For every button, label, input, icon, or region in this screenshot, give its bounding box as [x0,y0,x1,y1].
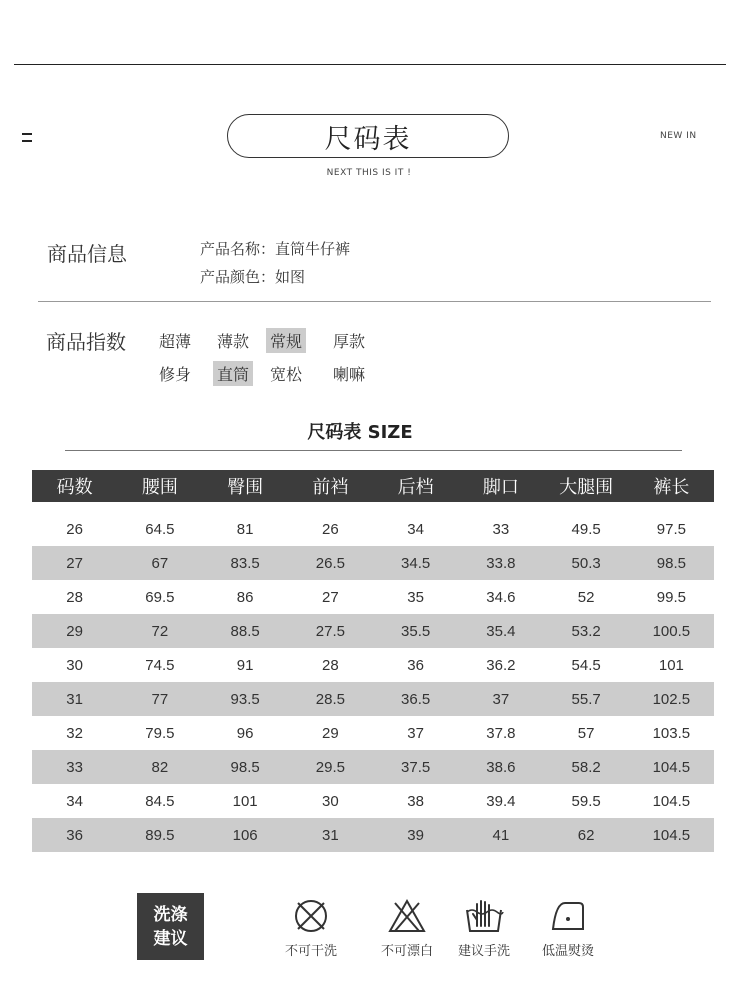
table-cell: 54.5 [571,656,601,674]
care-label-hand-wash: 建议手洗 [457,944,510,959]
fit-option: 宽松 [270,365,303,384]
table-cell: 101 [658,656,684,674]
table-row [32,614,714,648]
column-header: 后档 [373,470,458,502]
table-cell: 58.2 [544,750,629,784]
care-label-low-iron: 低温熨烫 [541,944,594,959]
column-header: 码数 [32,470,117,502]
size-table-title: 尺码表 SIZE [307,422,413,443]
table-cell: 41 [458,818,543,852]
table-cell: 62 [544,818,629,852]
low-iron-icon [548,898,588,934]
table-row [32,512,714,546]
table-cell: 98.5 [203,750,288,784]
table-cell: 104.5 [629,750,714,784]
section-divider [38,301,711,302]
top-divider [14,64,726,65]
table-cell: 28 [322,656,339,674]
product-info-label: 商品信息 [47,242,127,266]
wash-advice-badge [137,893,204,960]
table-row [32,546,714,580]
no-bleach-icon [387,898,427,934]
table-cell: 97.5 [656,520,686,538]
table-cell: 37 [407,724,424,742]
size-table [32,470,714,852]
table-cell: 38.6 [458,750,543,784]
column-header: 腰围 [117,470,202,502]
table-cell: 33.8 [458,546,543,580]
table-cell: 101 [232,792,258,810]
table-cell: 81 [236,520,254,538]
table-cell: 31 [288,818,373,852]
table-cell: 91 [236,656,254,674]
wash-advice-line2: 建议 [153,928,188,949]
table-cell: 36.2 [486,656,516,674]
table-cell: 39.4 [486,792,516,810]
fit-option: 喇嘛 [333,365,366,384]
table-cell: 59.5 [571,792,601,810]
table-cell: 104.5 [652,792,691,810]
table-cell: 29.5 [288,750,373,784]
table-cell: 74.5 [145,656,175,674]
table-cell: 88.5 [203,614,288,648]
size-title-divider [65,450,682,451]
page-title-text: 尺码表 [324,123,412,155]
table-cell: 35.4 [458,614,543,648]
care-label-no-dry-clean: 不可干洗 [284,944,337,959]
table-cell: 103.5 [652,724,691,742]
product-index-label: 商品指数 [46,330,126,354]
thickness-option: 厚款 [333,332,366,351]
table-cell: 77 [117,682,202,716]
table-cell: 33 [492,520,510,538]
table-cell: 50.3 [544,546,629,580]
table-cell: 34.5 [373,546,458,580]
size-table-header [32,470,714,502]
table-cell: 79.5 [145,724,175,742]
table-cell: 37.5 [373,750,458,784]
table-cell: 49.5 [571,520,601,538]
table-cell: 26 [322,520,339,538]
table-cell: 100.5 [629,614,714,648]
table-cell: 35.5 [373,614,458,648]
table-cell: 67 [117,546,202,580]
table-cell: 29 [322,724,339,742]
table-cell: 93.5 [203,682,288,716]
column-header: 大腿围 [544,470,629,502]
table-cell: 99.5 [656,588,686,606]
table-cell: 28.5 [288,682,373,716]
column-header: 脚口 [458,470,543,502]
table-cell: 72 [117,614,202,648]
table-row [32,784,714,818]
table-cell: 36 [407,656,424,674]
table-row [32,750,714,784]
table-cell: 34.6 [486,588,516,606]
thickness-option: 常规 [266,328,306,353]
care-label-no-bleach: 不可漂白 [380,944,433,959]
new-in-link[interactable]: NEW IN [660,131,697,141]
table-cell: 36 [32,818,117,852]
thickness-option: 超薄 [159,332,192,351]
table-cell: 28 [66,588,83,606]
table-cell: 30 [66,656,83,674]
table-cell: 83.5 [203,546,288,580]
table-cell: 82 [117,750,202,784]
table-cell: 69.5 [145,588,175,606]
table-cell: 27 [32,546,117,580]
table-cell: 106 [203,818,288,852]
table-cell: 36.5 [373,682,458,716]
table-cell: 55.7 [544,682,629,716]
product-color: 产品颜色：如图 [200,268,306,286]
table-cell: 53.2 [544,614,629,648]
table-row [32,682,714,716]
table-cell: 27 [322,588,339,606]
table-cell: 104.5 [629,818,714,852]
table-cell: 26 [66,520,83,538]
product-name: 产品名称：直筒牛仔裤 [200,240,351,258]
table-cell: 98.5 [629,546,714,580]
no-dry-clean-icon [291,898,331,934]
thickness-option: 薄款 [217,332,250,351]
table-cell: 34 [407,520,424,538]
table-cell: 89.5 [117,818,202,852]
wash-advice-line1: 洗涤 [153,904,188,925]
table-cell: 52 [577,588,595,606]
table-cell: 38 [407,792,424,810]
table-cell: 27.5 [288,614,373,648]
table-cell: 102.5 [629,682,714,716]
table-cell: 57 [577,724,595,742]
fit-option: 修身 [159,365,192,384]
table-cell: 37.8 [486,724,516,742]
table-cell: 84.5 [145,792,175,810]
table-cell: 37 [458,682,543,716]
page-title [227,114,509,158]
table-row [32,580,714,614]
table-cell: 32 [66,724,83,742]
table-spacer [32,502,714,512]
menu-icon[interactable] [22,131,32,143]
table-row [32,716,714,750]
column-header: 裤长 [629,470,714,502]
fit-option: 直筒 [213,361,253,386]
table-row [32,648,714,682]
table-cell: 26.5 [288,546,373,580]
table-cell: 35 [407,588,424,606]
hand-wash-icon [464,898,504,934]
table-cell: 31 [32,682,117,716]
page-subtitle: NEXT THIS IS IT ! [326,168,412,178]
column-header: 前裆 [288,470,373,502]
table-cell: 86 [236,588,254,606]
table-cell: 34 [66,792,83,810]
table-cell: 39 [373,818,458,852]
table-cell: 64.5 [145,520,175,538]
table-cell: 96 [236,724,254,742]
column-header: 臀围 [203,470,288,502]
table-cell: 30 [322,792,339,810]
table-cell: 33 [32,750,117,784]
table-row [32,818,714,852]
table-cell: 29 [32,614,117,648]
